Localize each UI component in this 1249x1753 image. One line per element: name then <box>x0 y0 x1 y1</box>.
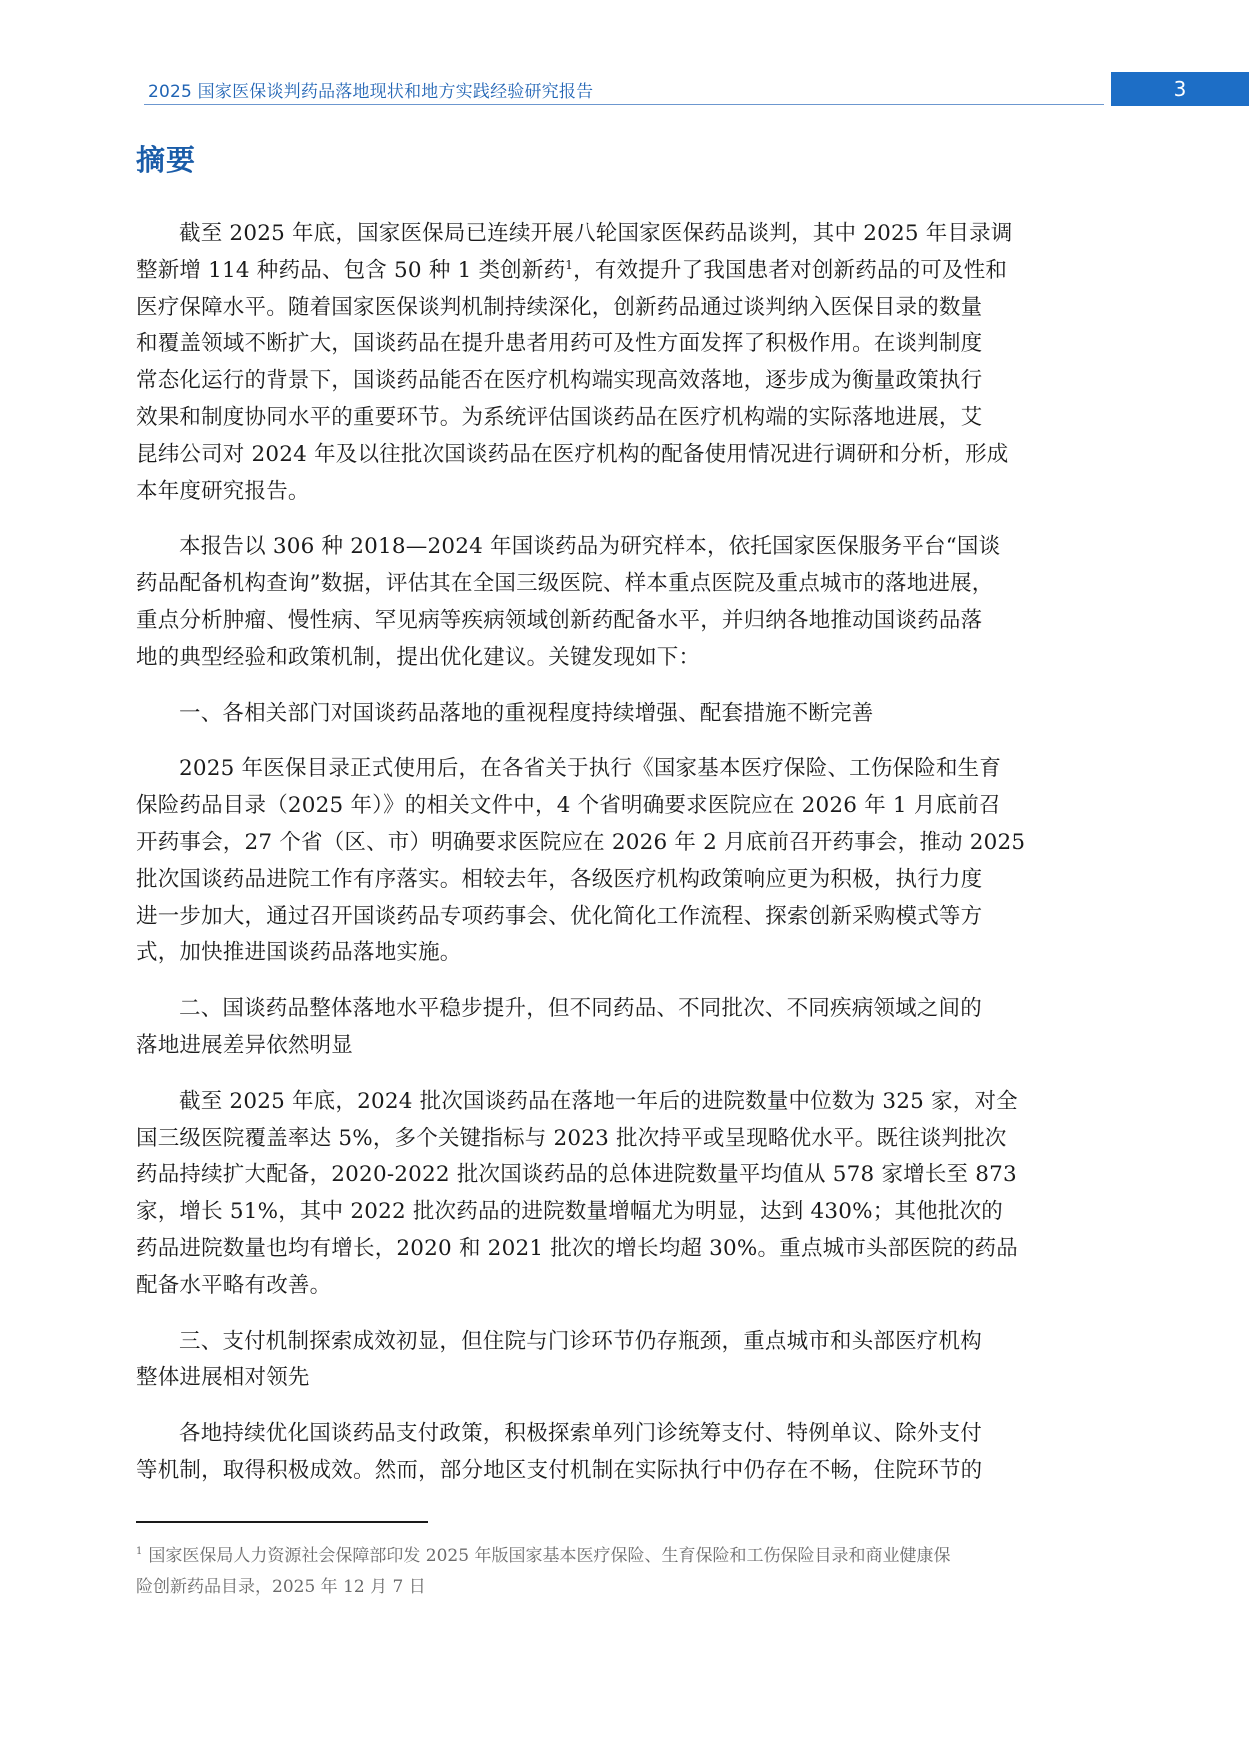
header-divider <box>144 104 1104 105</box>
footnote-reference[interactable]: 1 <box>565 257 574 272</box>
paragraph <box>136 216 1113 510</box>
finding-heading: 三、支付机制探索成效初显，但住院与门诊环节仍存瓶颈，重点城市和头部医疗机构 整体进展相对领先 <box>136 1328 982 1391</box>
finding-heading: 二、国谈药品整体落地水平稳步提升，但不同药品、不同批次、不同疾病领域之间的 落地进展差异依然明显 <box>136 996 982 1058</box>
paragraph: 截至 2025 年底，2024 批次国谈药品在落地一年后的进院数量中位数为 325 家，对全 国三级医院覆盖率达 5%，多个关键指标与 2023 批次持平或呈现略优水平。既往谈判批次 药品持续扩大配备，2020-2022 批次国谈药品的总体进院数量平均值从 578 家增长至 873 家，增长 51%，其中 2022 批次药品的进院数量增幅尤为明显，达到 430%；其他批次的 药品进院数量也均有增长，2020 和 2021 批次的增长均超 30%。重点城市头部医院的药品 配备水平略有改善。 <box>136 1088 1018 1298</box>
paragraph: 本报告以 306 种 2018—2024 年国谈药品为研究样本，依托国家医保服务平台“国谈 药品配备机构查询”数据，评估其在全国三级医院、样本重点医院及重点城市的落地进展， 重点分析肿瘤、慢性病、罕见病等疾病领域创新药配备水平，并归纳各地推动国谈药品落 地的典型经验和政策机制，提出优化建议。关键发现如下： <box>136 534 1001 670</box>
paragraph: 各地持续优化国谈药品支付政策，积极探索单列门诊统筹支付、特例单议、除外支付 等机制，取得积极成效。然而，部分地区支付机制在实际执行中仍存在不畅，住院环节的 <box>136 1421 983 1483</box>
report-header-title: 2025 国家医保谈判药品落地现状和地方实践经验研究报告 <box>148 82 594 102</box>
abstract-body <box>136 216 1113 1509</box>
footnote-divider <box>136 1521 428 1523</box>
finding-heading: 一、各相关部门对国谈药品落地的重视程度持续增强、配套措施不断完善 <box>179 700 874 726</box>
paragraph-text: ，有效提升了我国患者对创新药品的可及性和 医疗保障水平。随着国家医保谈判机制持续深化，创新药品通过谈判纳入医保目录的数量 和覆盖领域不断扩大，国谈药品在提升患者用药可及性方面发挥了积极作用。在谈判制度 常态化运行的背景下，国谈药品能否在医疗机构端实现高效落地，逐步成为衡量政策执行 效果和制度协同水平的重要环节。为系统评估国谈药品在医疗机构端的实际落地进展，艾 昆纬公司对 2024 年及以往批次国谈药品在医疗机构的配备使用情况进行调研和分析，形成 本年度研究报告。 <box>136 257 1009 504</box>
paragraph-text: 截至 2025 年底，国家医保局已连续开展八轮国家医保药品谈判，其中 2025 年目录调 整新增 114 种药品、包含 50 种 1 类创新药 <box>136 221 1013 283</box>
footnote-text: 国家医保局人力资源社会保障部印发 2025 年版国家基本医疗保险、生育保险和工伤保险目录和商业健康保 险创新药品目录，2025 年 12 月 7 日 <box>136 1546 951 1597</box>
page-number: 3 <box>1173 77 1187 101</box>
section-heading: 摘要 <box>136 143 197 177</box>
page-number-tab <box>1111 72 1249 106</box>
footnote-marker: 1 <box>136 1546 143 1558</box>
paragraph: 2025 年医保目录正式使用后，在各省关于执行《国家基本医疗保险、工伤保险和生育 保险药品目录（2025 年）》的相关文件中，4 个省明确要求医院应在 2026 年 1 月底前召 开药事会，27 个省（区、市）明确要求医院应在 2026 年 2 月底前召开药事会，推动 2025 批次国谈药品进院工作有序落实。相较去年，各级医疗机构政策响应更为积极，执行力度 进一步加大，通过召开国谈药品专项药事会、优化简化工作流程、探索创新采购模式等方 式，加快推进国谈药品落地实施。 <box>136 756 1026 966</box>
footnote <box>136 1541 1113 1603</box>
